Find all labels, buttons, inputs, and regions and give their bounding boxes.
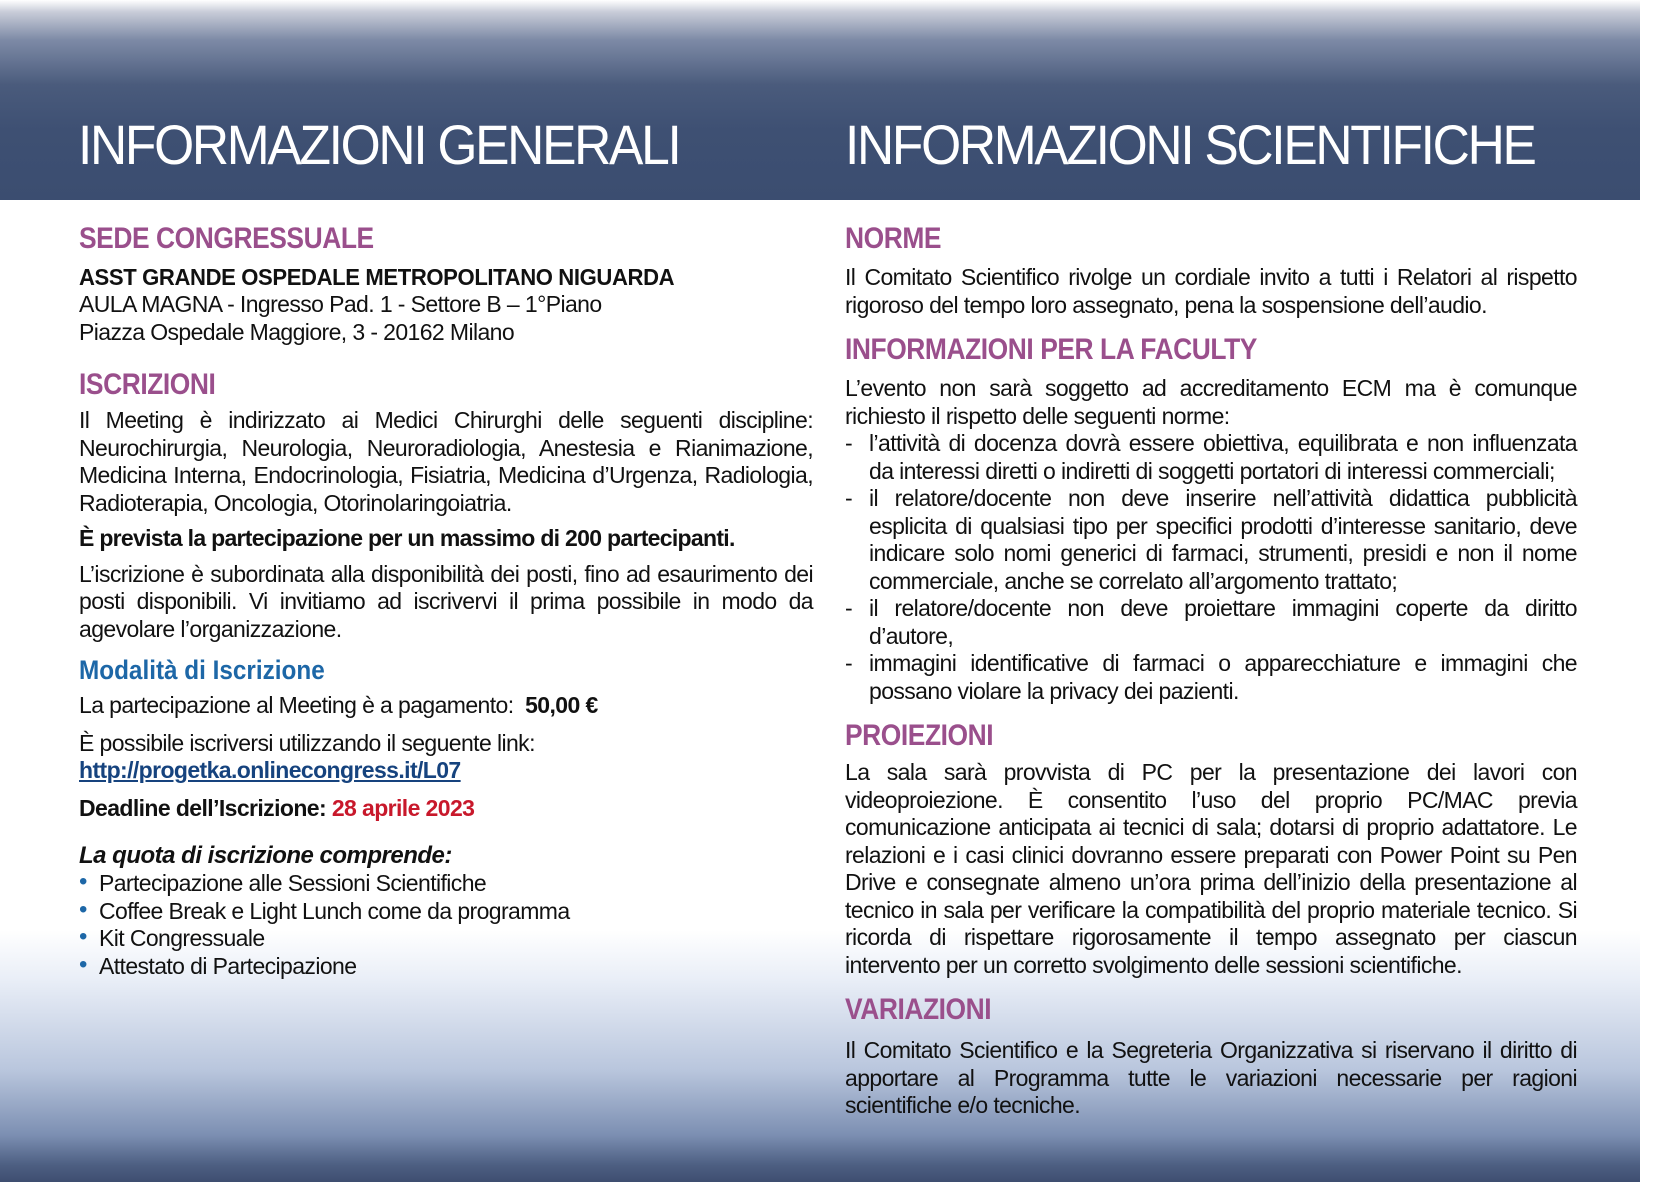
fee-line — [79, 692, 813, 720]
list-item: - il relatore/docente non deve inserire nell’attività didattica pubblicità esplicita di qualsiasi tipo per specifici prodotti d’interesse sanitario, deve indicare solo nomi generici di farmaci, strumenti, presidi e non il nome commerciale, anche se correlato all’argomento trattato; — [845, 485, 1577, 594]
deadline-label: Deadline dell’Iscrizione: — [79, 794, 327, 821]
list-item: • Coffee Break e Light Lunch come da programma — [79, 895, 570, 924]
list-item: - immagini identificative di farmaci o apparecchiature e immagini che possano violare la privacy dei pazienti. — [845, 650, 1577, 704]
norme-text: Il Comitato Scientifico rivolge un cordiale invito a tutti i Relatori al rispetto rigoroso del tempo loro assegnato, pena la sospensione dell’audio. — [845, 264, 1577, 318]
quota-list — [79, 870, 813, 980]
venue-address-line1: AULA MAGNA - Ingresso Pad. 1 - Settore B – 1°Piano — [79, 291, 602, 317]
bullet-icon: • — [79, 923, 87, 950]
sede-heading: SEDE CONGRESSUALE — [79, 222, 374, 255]
faculty-rules-list — [845, 430, 1577, 705]
quota-heading: La quota di iscrizione comprende: — [79, 842, 452, 869]
bullet-icon: • — [79, 895, 87, 923]
list-item: - l’attività di docenza dovrà essere obiettiva, equilibrata e non influenzata da interessi diretti o indiretti di soggetti portatori di interessi commerciali; — [845, 430, 1577, 484]
variazioni-heading: VARIAZIONI — [845, 993, 992, 1026]
faculty-intro: L’evento non sarà soggetto ad accreditamento ECM ma è comunque richiesto il rispetto delle seguenti norme: — [845, 375, 1577, 429]
iscrizione-subordinata: L’iscrizione è subordinata alla disponibilità dei posti, fino ad esaurimento dei posti disponibili. Vi invitiamo ad iscrivervi il prima possibile in modo da agevolare l’organizzazione. — [79, 560, 813, 642]
list-item: • Partecipazione alle Sessioni Scientifiche — [79, 868, 487, 896]
list-item: • Attestato di Partecipazione — [79, 950, 357, 979]
deadline-line — [79, 795, 813, 823]
venue-address-line2: Piazza Ospedale Maggiore, 3 - 20162 Milano — [79, 318, 515, 345]
variazioni-text: Il Comitato Scientifico e la Segreteria Organizzativa si riservano il diritto di apportare al Programma tutte le variazioni necessarie per ragioni scientifiche e/o tecniche. — [845, 1037, 1577, 1118]
list-item: • Kit Congressuale — [79, 923, 265, 951]
iscrizioni-intro: Il Meeting è indirizzato ai Medici Chirurghi delle seguenti discipline: Neurochirurgia, Neurologia, Neuroradiologia, Anestesia e Rianimazione, Medicina Interna, Endocrinologia, Fisiatria, Medicina d’Urgenza, Radiologia, Radioterapia, Oncologia, Otorinolaringoiatria. — [79, 407, 813, 516]
bullet-icon: • — [79, 950, 87, 978]
proiezioni-heading: PROIEZIONI — [845, 719, 994, 752]
proiezioni-text: La sala sarà provvista di PC per la presentazione dei lavori con videoproiezione. È consentito l’uso del proprio PC/MAC previa comunicazione anticipata ai tecnici di sala; dotarsi di proprio adattatore. Le relazioni e i casi clinici dovranno essere preparati con Power Point su Pen Drive e consegnate almeno un’ora prima dell’inizio della presentazione al tecnico in sala per verificare la compatibilità del proprio materiale tecnico. Si ricorda di rispettare rigorosamente il tempo assegnato per ciascun intervento per un corretto svolgimento delle sessioni scientifiche. — [845, 759, 1577, 978]
fee-value: 50,00 € — [525, 692, 598, 718]
deadline-value: 28 aprile 2023 — [331, 794, 475, 821]
registration-link[interactable]: http://progetka.onlinecongress.it/L07 — [79, 757, 461, 783]
bullet-icon: • — [79, 868, 87, 895]
link-intro: È possibile iscriversi utilizzando il seguente link: — [79, 729, 535, 756]
faculty-heading: INFORMAZIONI PER LA FACULTY — [845, 333, 1257, 366]
left-header-title: INFORMAZIONI GENERALI — [78, 113, 680, 176]
norme-heading: NORME — [845, 222, 942, 255]
page-edge — [1640, 0, 1654, 1182]
list-item: - il relatore/docente non deve proiettare immagini coperte da diritto d’autore, — [845, 595, 1577, 649]
max-participants: È prevista la partecipazione per un massimo di 200 partecipanti. — [79, 525, 735, 551]
right-header-title: INFORMAZIONI SCIENTIFICHE — [845, 113, 1535, 176]
iscrizioni-heading: ISCRIZIONI — [79, 368, 216, 401]
right-column — [845, 222, 1577, 1120]
left-column — [79, 222, 813, 980]
venue-name: ASST GRANDE OSPEDALE METROPOLITANO NIGUARDA — [79, 264, 675, 290]
modalita-heading: Modalità di Iscrizione — [79, 655, 325, 685]
fee-label: La partecipazione al Meeting è a pagamento: — [79, 692, 514, 718]
